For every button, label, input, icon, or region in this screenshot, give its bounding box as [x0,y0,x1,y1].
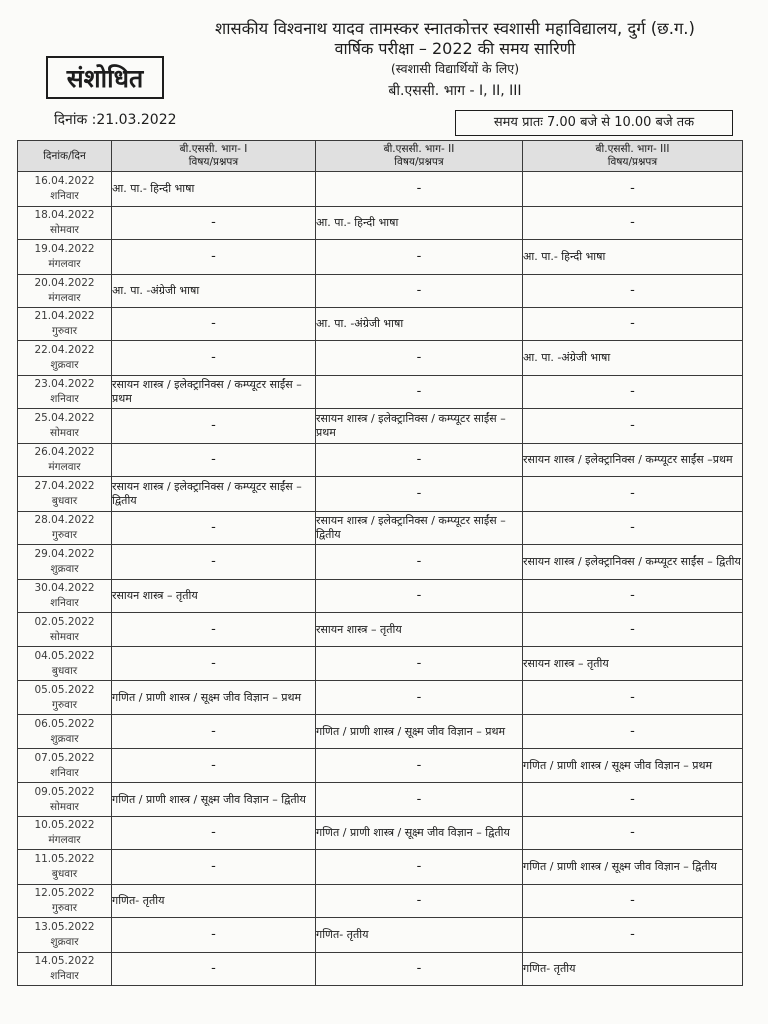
subject-part-1: - [112,240,316,275]
subject-part-2: - [316,580,523,613]
schedule-row [18,444,743,477]
exam-date: 07.05.2022 [34,751,95,764]
subject-part-3: - [523,207,743,240]
subject-part-2: गणित / प्राणी शास्त्र / सूक्ष्म जीव विज्ञान – प्रथम [316,715,523,749]
subject-part-2: - [316,240,523,275]
exam-day: शनिवार [50,597,79,609]
exam-date: 20.04.2022 [34,277,95,289]
exam-day: बुधवार [51,495,78,507]
subject-part-3: - [523,376,743,409]
exam-day: शुक्रवार [50,359,79,371]
schedule-row [18,681,743,715]
exam-date: 22.04.2022 [34,344,95,356]
schedule-row [18,341,743,376]
subject-part-2: रसायन शास्त्र / इलेक्ट्रानिक्स / कम्प्यूटर साईंस –प्रथम [316,409,523,444]
subject-part-1: - [112,953,316,986]
schedule-row [18,512,743,545]
exam-date-cell [18,545,112,580]
exam-day: सोमवार [50,630,79,643]
exam-date-cell [18,580,112,613]
exam-day: मंगलवार [48,461,81,473]
subject-part-1: - [112,749,316,783]
exam-date-cell [18,240,112,275]
subject-part-2: - [316,647,523,681]
subject-part-2: - [316,376,523,409]
schedule-row [18,918,743,953]
schedule-row [18,409,743,444]
schedule-row [18,715,743,749]
exam-date: 04.05.2022 [34,649,95,662]
exam-date-cell [18,850,112,885]
subject-part-1: रसायन शास्त्र / इलेक्ट्रानिक्स / कम्प्यूटर साईंस – प्रथम [112,376,316,409]
subject-part-3: - [523,308,743,341]
exam-day: सोमवार [50,427,79,439]
exam-date-cell [18,275,112,308]
exam-time-box: समय प्रातः 7.00 बजे से 10.00 बजे तक [455,110,733,136]
exam-date: 29.04.2022 [34,548,95,560]
exam-day: सोमवार [50,800,79,813]
exam-date-cell [18,172,112,207]
column-header-part-1: बी.एससी. भाग- I विषय/प्रश्नपत्र [112,141,316,172]
column-header-date: दिनांक/दिन [18,141,112,172]
subject-part-3: - [523,885,743,918]
exam-date-cell [18,918,112,953]
exam-date-cell [18,613,112,647]
subject-part-2: गणित- तृतीय [316,918,523,953]
exam-date-cell [18,341,112,376]
exam-date: 10.05.2022 [34,819,95,831]
subject-part-2: - [316,749,523,783]
subject-part-3: आ. पा. -अंग्रेजी भाषा [523,341,743,376]
schedule-row [18,783,743,817]
exam-day: शुक्रवार [50,936,79,948]
subject-part-3: गणित- तृतीय [523,953,743,986]
exam-date: 02.05.2022 [34,615,95,628]
exam-date: 16.04.2022 [34,175,95,187]
college-name: शासकीय विश्वनाथ यादव तामस्कर स्नातकोत्तर स्वशासी महाविद्यालय, दुर्ग (छ.ग.) [215,19,695,38]
subject-part-1: - [112,409,316,444]
subject-part-2: - [316,341,523,376]
exam-date: 05.05.2022 [34,683,95,696]
schedule-row [18,477,743,512]
subject-part-1: - [112,715,316,749]
subject-part-3: आ. पा.- हिन्दी भाषा [523,240,743,275]
subject-part-1: - [112,341,316,376]
exam-date: 26.04.2022 [34,446,95,458]
subject-part-2: - [316,953,523,986]
subject-part-3: - [523,715,743,749]
exam-date: 28.04.2022 [34,514,95,526]
subject-part-3: - [523,817,743,850]
schedule-row [18,207,743,240]
schedule-row [18,580,743,613]
table-header-row [18,141,743,172]
exam-subtitle: (स्वशासी विद्यार्थियों के लिए) [390,61,520,76]
exam-date-cell [18,444,112,477]
subject-part-1: - [112,545,316,580]
exam-day: मंगलवार [48,834,81,846]
exam-date: 19.04.2022 [34,243,95,255]
subject-part-3: गणित / प्राणी शास्त्र / सूक्ष्म जीव विज्ञान – द्वितीय [523,850,743,885]
exam-date: 11.05.2022 [34,853,95,865]
subject-part-3: - [523,275,743,308]
schedule-row [18,545,743,580]
subject-part-2: - [316,172,523,207]
schedule-row [18,953,743,986]
exam-date: 21.04.2022 [34,310,95,322]
subject-part-3: - [523,580,743,613]
exam-title: वार्षिक परीक्षा – 2022 की समय सारिणी [334,39,576,58]
column-header-part-2: बी.एससी. भाग- II विषय/प्रश्नपत्र [316,141,523,172]
subject-part-1: गणित / प्राणी शास्त्र / सूक्ष्म जीव विज्ञान – प्रथम [112,681,316,715]
exam-date: 06.05.2022 [34,717,95,730]
subject-part-2: - [316,783,523,817]
subject-part-3: - [523,613,743,647]
subject-part-1: - [112,308,316,341]
exam-date-cell [18,477,112,512]
subject-part-1: - [112,817,316,850]
subject-part-2: - [316,444,523,477]
schedule-row [18,613,743,647]
subject-part-1: गणित / प्राणी शास्त्र / सूक्ष्म जीव विज्ञान – द्वितीय [112,783,316,817]
exam-date: 27.04.2022 [34,480,95,492]
exam-day: मंगलवार [48,292,81,304]
exam-date: 09.05.2022 [34,785,95,798]
exam-day: शनिवार [50,393,79,405]
exam-day: शनिवार [50,970,79,982]
exam-date-cell [18,783,112,817]
exam-date-cell [18,953,112,986]
subject-part-3: रसायन शास्त्र / इलेक्ट्रानिक्स / कम्प्यूटर साईंस – द्वितीय [523,545,743,580]
exam-date-cell [18,749,112,783]
subject-part-3: - [523,477,743,512]
subject-part-3: - [523,681,743,715]
schedule-row [18,647,743,681]
subject-part-2: आ. पा.- हिन्दी भाषा [316,207,523,240]
subject-part-3: - [523,783,743,817]
exam-day: बुधवार [51,868,78,880]
column-header-part-3: बी.एससी. भाग- III विषय/प्रश्नपत्र [523,141,743,172]
exam-date: 18.04.2022 [34,209,95,221]
exam-date: 12.05.2022 [34,887,95,899]
subject-part-3: - [523,409,743,444]
schedule-row [18,850,743,885]
subject-part-1: - [112,207,316,240]
schedule-row [18,172,743,207]
subject-part-1: गणित- तृतीय [112,885,316,918]
exam-day: बुधवार [51,664,78,677]
exam-date-cell [18,376,112,409]
exam-date: 14.05.2022 [34,955,95,967]
subject-part-2: - [316,850,523,885]
exam-day: गुरुवार [51,529,78,541]
subject-part-1: आ. पा.- हिन्दी भाषा [112,172,316,207]
subject-part-2: आ. पा. -अंग्रेजी भाषा [316,308,523,341]
schedule-row [18,376,743,409]
exam-date: 13.05.2022 [34,921,95,933]
subject-part-2: रसायन शास्त्र – तृतीय [316,613,523,647]
schedule-row [18,749,743,783]
exam-date-cell [18,885,112,918]
subject-part-1: - [112,918,316,953]
exam-date-cell [18,512,112,545]
exam-date-cell [18,409,112,444]
schedule-row [18,817,743,850]
subject-part-3: - [523,512,743,545]
subject-part-2: - [316,477,523,512]
subject-part-3: रसायन शास्त्र – तृतीय [523,647,743,681]
subject-part-1: - [112,512,316,545]
exam-date-cell [18,207,112,240]
exam-day: शुक्रवार [50,563,79,575]
exam-day: गुरुवार [51,698,78,711]
exam-day: सोमवार [50,224,79,236]
schedule-row [18,275,743,308]
subject-part-2: गणित / प्राणी शास्त्र / सूक्ष्म जीव विज्ञान – द्वितीय [316,817,523,850]
subject-part-2: - [316,545,523,580]
schedule-row [18,885,743,918]
subject-part-2: - [316,885,523,918]
subject-part-3: गणित / प्राणी शास्त्र / सूक्ष्म जीव विज्ञान – प्रथम [523,749,743,783]
subject-part-1: - [112,647,316,681]
subject-part-1: - [112,850,316,885]
subject-part-1: आ. पा. -अंग्रेजी भाषा [112,275,316,308]
exam-schedule-table [17,140,743,986]
exam-date: 25.04.2022 [34,412,95,424]
exam-date-cell [18,308,112,341]
exam-date-cell [18,817,112,850]
exam-day: मंगलवार [48,258,81,270]
course-name: बी.एससी. भाग - I, II, III [388,83,522,99]
exam-date-cell [18,681,112,715]
subject-part-2: - [316,681,523,715]
exam-day: शुक्रवार [50,732,79,745]
exam-day: शनिवार [50,766,79,779]
exam-day: गुरुवार [51,902,78,914]
revised-stamp: संशोधित [46,56,164,99]
exam-date: 30.04.2022 [34,582,95,594]
subject-part-1: रसायन शास्त्र / इलेक्ट्रानिक्स / कम्प्यूटर साईंस – द्वितीय [112,477,316,512]
exam-date-cell [18,647,112,681]
subject-part-3: रसायन शास्त्र / इलेक्ट्रानिक्स / कम्प्यूटर साईंस –प्रथम [523,444,743,477]
subject-part-2: - [316,275,523,308]
subject-part-2: रसायन शास्त्र / इलेक्ट्रानिक्स / कम्प्यूटर साईंस – द्वितीय [316,512,523,545]
exam-day: शनिवार [50,190,79,202]
subject-part-3: - [523,172,743,207]
schedule-row [18,240,743,275]
issue-date: दिनांक :21.03.2022 [54,112,177,128]
subject-part-1: - [112,444,316,477]
exam-day: गुरुवार [51,325,78,337]
exam-date: 23.04.2022 [34,378,95,390]
exam-date-cell [18,715,112,749]
subject-part-1: रसायन शास्त्र – तृतीय [112,580,316,613]
subject-part-1: - [112,613,316,647]
subject-part-3: - [523,918,743,953]
schedule-row [18,308,743,341]
